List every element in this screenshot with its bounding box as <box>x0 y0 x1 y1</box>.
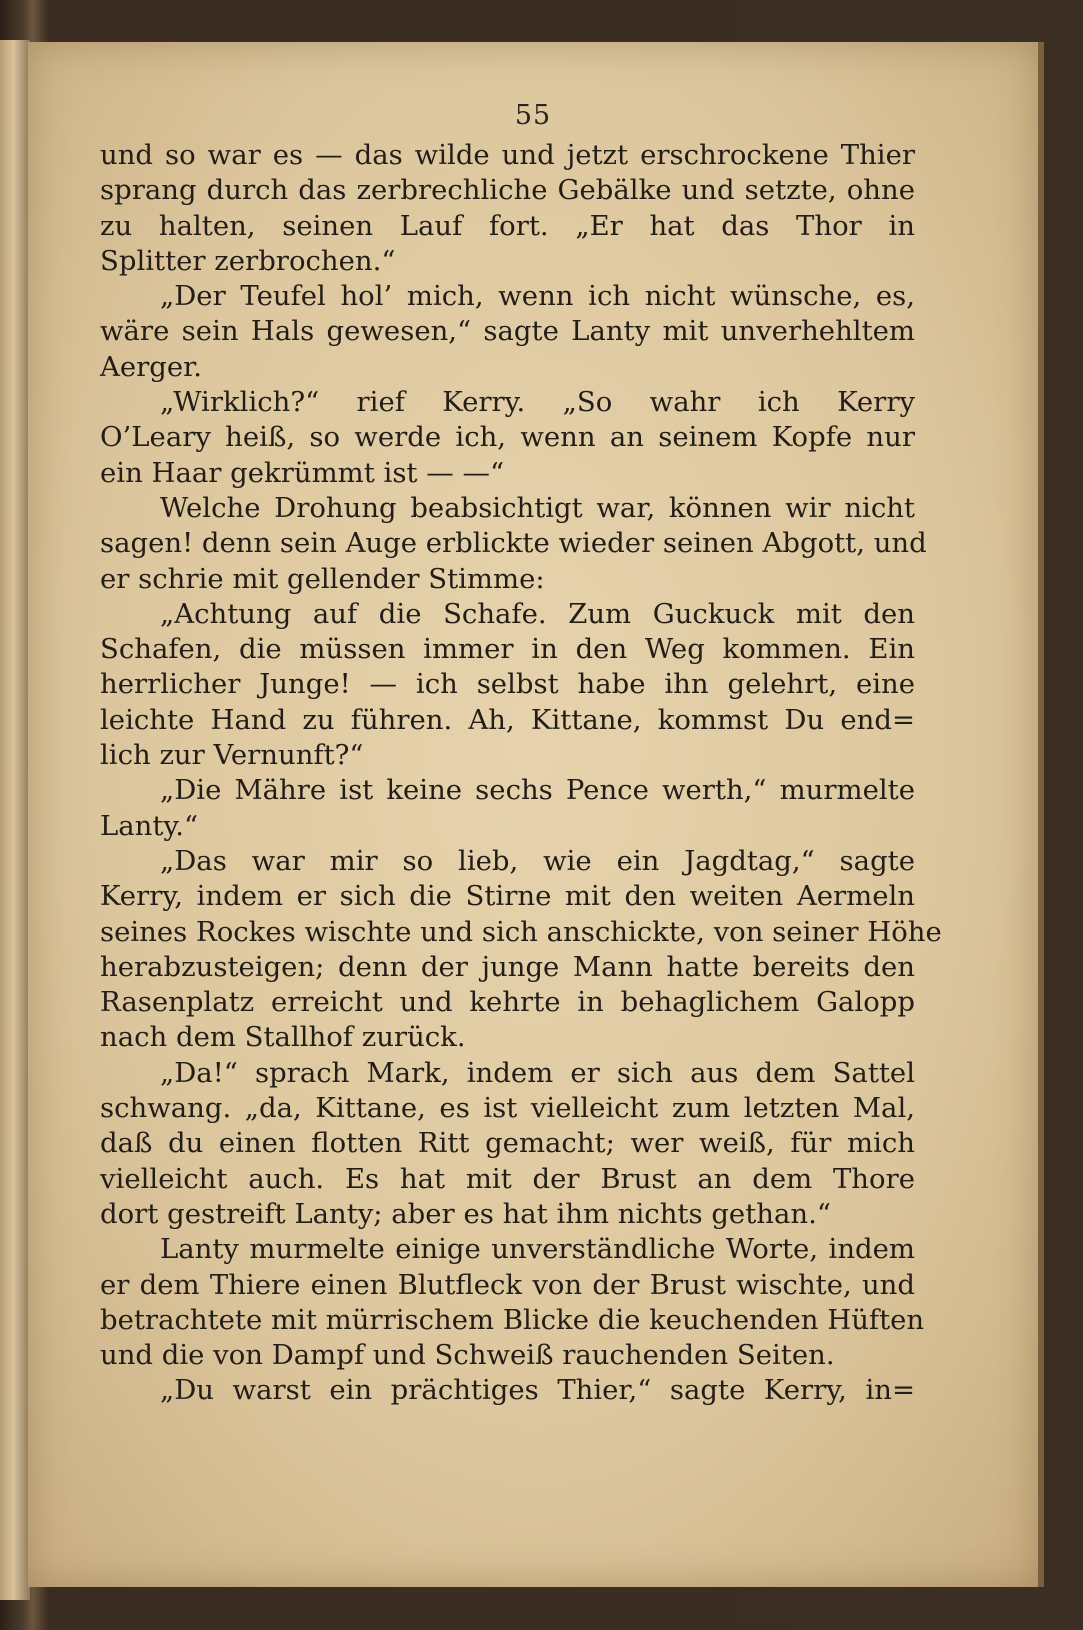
text-line: „Da!“ sprach Mark, indem er sich aus dem Sattel <box>160 1056 915 1089</box>
text-line: „Die Mähre ist keine sechs Pence werth,“ murmelte <box>160 774 915 807</box>
text-line: betrachtete mit mürrischem Blicke die keuchenden Hüften <box>100 1303 925 1336</box>
text-line: lich zur Vernunft?“ <box>100 739 364 772</box>
text-line: er dem Thiere einen Blutfleck von der Brust wischte, und <box>100 1268 915 1301</box>
text-line: zu halten, seinen Lauf fort. „Er hat das Thor in <box>100 209 915 242</box>
text-line: daß du einen flotten Ritt gemacht; wer weiß, für mich <box>100 1127 915 1160</box>
text-line: herabzusteigen; denn der junge Mann hatte bereits den <box>100 950 915 983</box>
text-line: Welche Drohung beabsichtigt war, können wir nicht <box>160 491 915 524</box>
body-text <box>100 138 942 1409</box>
text-line: schwang. „da, Kittane, es ist vielleicht zum letzten Mal, <box>100 1092 915 1125</box>
text-line: Lanty murmelte einige unverständliche Worte, indem <box>160 1233 915 1266</box>
book-page <box>28 42 1044 1587</box>
text-line: „Du warst ein prächtiges Thier,“ sagte Kerry, in= <box>160 1374 915 1407</box>
text-line: O’Leary heiß, so werde ich, wenn an seinem Kopfe nur <box>100 421 915 454</box>
text-line: Schafen, die müssen immer in den Weg kommen. Ein <box>100 633 915 666</box>
text-line: Splitter zerbrochen.“ <box>100 244 396 277</box>
text-line: herrlicher Junge! — ich selbst habe ihn gelehrt, eine <box>100 668 915 701</box>
text-line: und die von Dampf und Schweiß rauchenden Seiten. <box>100 1339 835 1372</box>
text-line: Lanty.“ <box>100 809 199 842</box>
text-line: Rasenplatz erreicht und kehrte in behaglichem Galopp <box>100 986 915 1019</box>
text-line: er schrie mit gellender Stimme: <box>100 562 545 595</box>
text-line: ein Haar gekrümmt ist — —“ <box>100 456 505 489</box>
text-line: Aerger. <box>100 350 203 383</box>
text-line: wäre sein Hals gewesen,“ sagte Lanty mit unverhehltem <box>100 315 915 348</box>
page-number: 55 <box>514 100 552 131</box>
text-line: vielleicht auch. Es hat mit der Brust an dem Thore <box>100 1162 915 1195</box>
text-line: seines Rockes wischte und sich anschickte, von seiner Höhe <box>100 915 942 948</box>
text-line: dort gestreift Lanty; aber es hat ihm nichts gethan.“ <box>100 1197 831 1230</box>
text-line: nach dem Stallhof zurück. <box>100 1021 466 1054</box>
text-line: „Achtung auf die Schafe. Zum Guckuck mit den <box>160 597 915 630</box>
text-line: „Wirklich?“ rief Kerry. „So wahr ich Kerry <box>160 386 915 419</box>
text-line: Kerry, indem er sich die Stirne mit den weiten Aermeln <box>100 880 915 913</box>
text-line: „Der Teufel hol’ mich, wenn ich nicht wünsche, es, <box>160 280 915 313</box>
text-line: sagen! denn sein Auge erblickte wieder seinen Abgott, und <box>100 527 927 560</box>
text-line: „Das war mir so lieb, wie ein Jagdtag,“ sagte <box>160 844 915 877</box>
text-line: sprang durch das zerbrechliche Gebälke und setzte, ohne <box>100 174 915 207</box>
text-line: leichte Hand zu führen. Ah, Kittane, kommst Du end= <box>100 703 915 736</box>
previous-page-edge <box>0 40 30 1600</box>
text-line: und so war es — das wilde und jetzt erschrockene Thier <box>100 139 915 171</box>
